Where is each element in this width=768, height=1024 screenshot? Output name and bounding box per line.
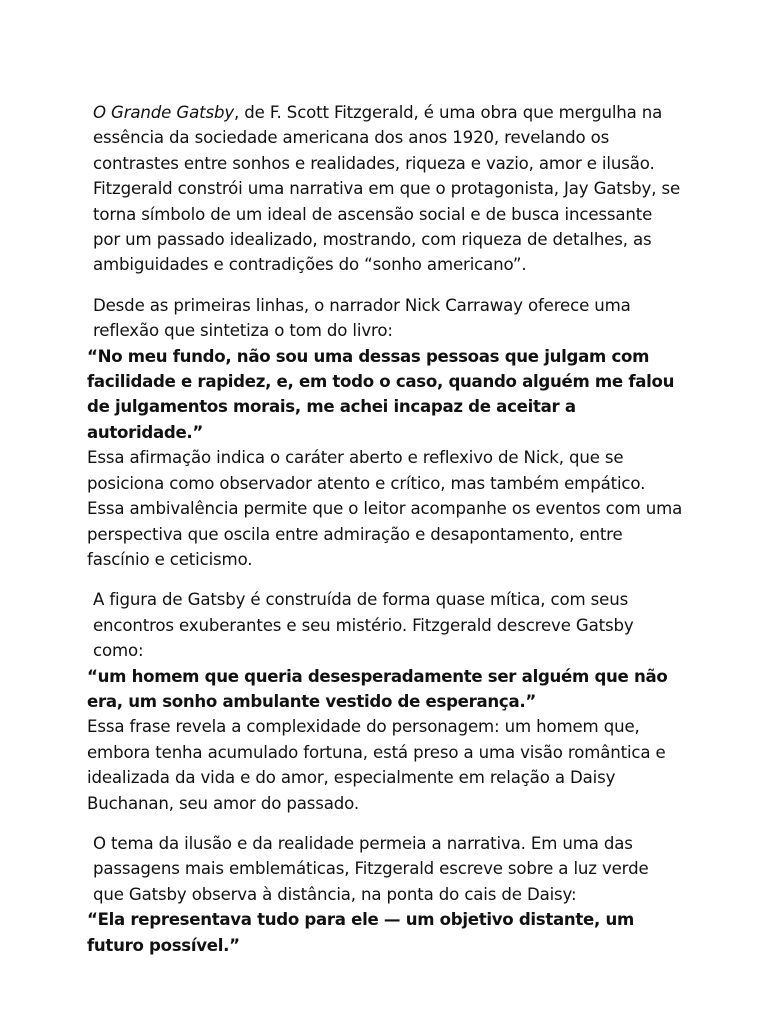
paragraph-text: A figura de Gatsby é construída de forma quase mítica, com seus encontros exuberantes e seu mistério. Fitzgerald descreve Gatsby como: <box>93 590 634 661</box>
document-body <box>87 100 683 973</box>
paragraph-text: , de F. Scott Fitzgerald, é uma obra que mergulha na essência da sociedade americana dos anos 1920, revelando os contrastes entre sonhos e realidades, riqueza e vazio, amor e ilusão. Fitzgerald constrói uma narrativa em que o protagonista, Jay Gatsby, se torna símbolo de um ideal de ascensão social e de busca incessante por um passado idealizado, mostrando, com riqueza de detalhes, as ambiguidades e contradições do “sonho americano”. <box>93 103 681 275</box>
paragraph-text: O tema da ilusão e da realidade permeia a narrativa. Em uma das passagens mais emblemáticas, Fitzgerald escreve sobre a luz verde que Gatsby observa à distância, na ponta do cais de Daisy: <box>93 833 649 904</box>
quote-nick: “No meu fundo, não sou uma dessas pessoas que julgam com facilidade e rapidez, e, em todo o caso, quando alguém me falou de julgamentos morais, me achei incapaz de aceitar a autoridade.” <box>87 346 675 442</box>
paragraph-gatsby <box>87 587 683 816</box>
paragraph-text: Essa frase revela a complexidade do personagem: um homem que, embora tenha acumulado fortuna, está preso a uma visão romântica e idealizada da vida e do amor, especialmente em relação a Daisy Buchanan, seu amor do passado. <box>87 717 666 813</box>
quote-green-light: “Ela representava tudo para ele — um objetivo distante, um futuro possível.” <box>87 910 634 955</box>
quote-gatsby: “um homem que queria desesperadamente ser alguém que não era, um sonho ambulante vestido de esperança.” <box>87 666 668 711</box>
paragraph-green-light <box>87 831 683 958</box>
paragraph-intro <box>93 100 683 278</box>
paragraph-text: Essa afirmação indica o caráter aberto e reflexivo de Nick, que se posiciona como observador atento e crítico, mas também empático. Essa ambivalência permite que o leitor acompanhe os eventos com uma perspectiva que oscila entre admiração e desapontamento, entre fascínio e ceticismo. <box>87 448 683 569</box>
paragraph-nick <box>87 293 683 572</box>
book-title: O Grande Gatsby <box>93 103 235 122</box>
paragraph-text: Desde as primeiras linhas, o narrador Nick Carraway oferece uma reflexão que sintetiza o tom do livro: <box>93 295 631 341</box>
